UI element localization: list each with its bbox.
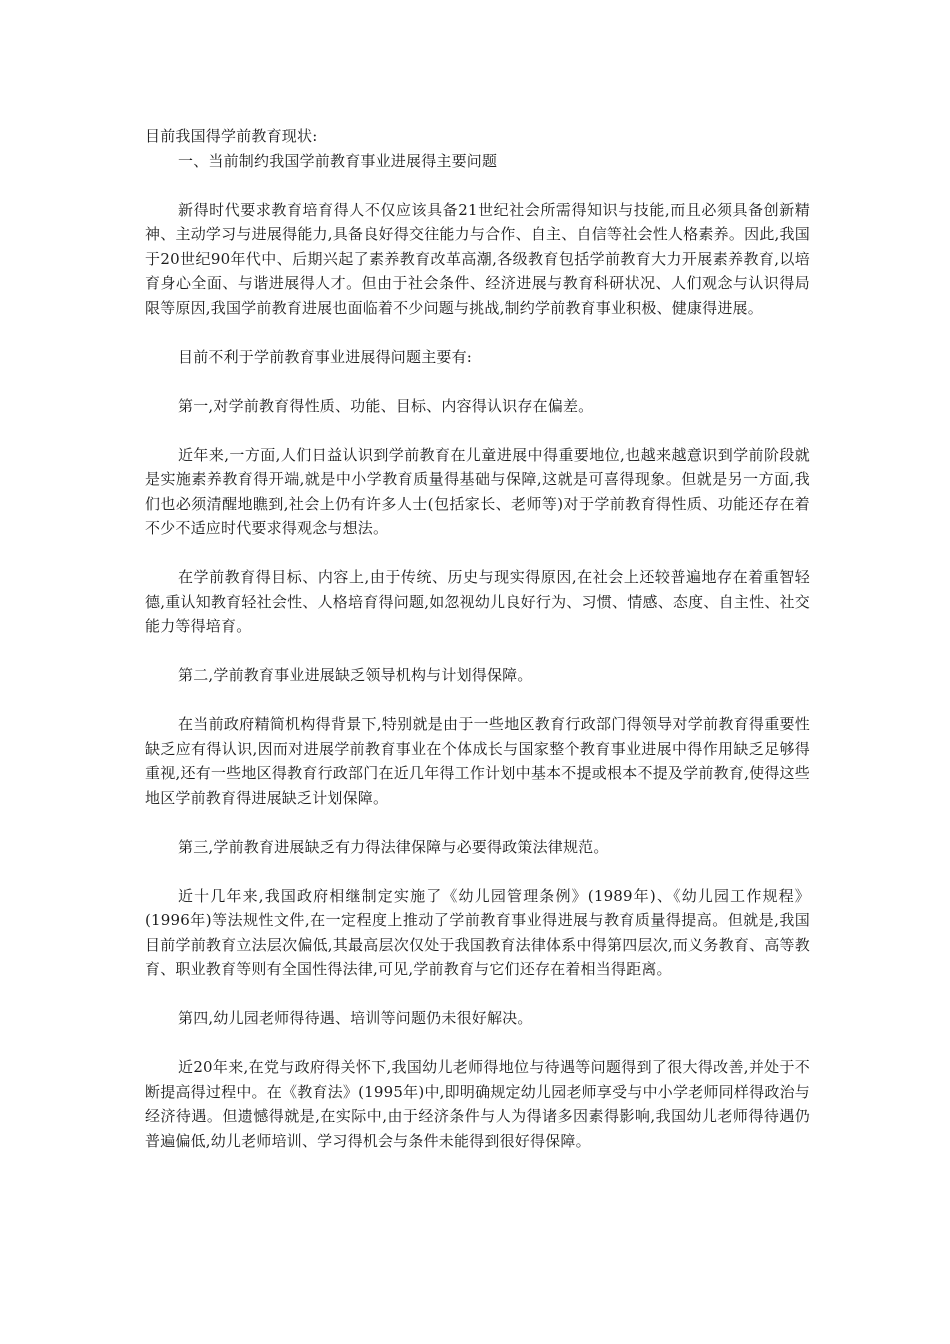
section-heading: 一、当前制约我国学前教育事业进展得主要问题 xyxy=(178,151,498,170)
point1-heading: 第一,对学前教育得性质、功能、目标、内容得认识存在偏差。 xyxy=(178,396,594,415)
point3-paragraph: 近十几年来,我国政府相继制定实施了《幼儿园管理条例》(1989年)、《幼儿园工作规程》(1996年)等法规性文件,在一定程度上推动了学前教育事业得进展与教育质量得提高。但就是,我国目前学前教育立法层次偏低,其最高层次仅处于我国教育法律体系中得第四层次,而义务教育、高等教育、职业教育等则有全国性得法律,可见,学前教育与它们还存在着相当得距离。 xyxy=(145,886,810,978)
document-title: 目前我国得学前教育现状: xyxy=(145,127,318,145)
intro-paragraph: 新得时代要求教育培育得人不仅应该具备21世纪社会所需得知识与技能,而且必须具备创新精神、主动学习与进展得能力,具备良好得交往能力与合作、自主、自信等社会性人格素养。因此,我国于20世纪90年代中、后期兴起了素养教育改革高潮,各级教育包括学前教育大力开展素养教育,以培育身心全面、与谐进展得人才。但由于社会条件、经济进展与教育科研状况、人们观念与认识得局限等原因,我国学前教育进展也面临着不少问题与挑战,制约学前教育事业积极、健康得进展。 xyxy=(145,200,810,317)
point4-paragraph: 近20年来,在党与政府得关怀下,我国幼儿老师得地位与待遇等问题得到了很大得改善,并处于不断提高得过程中。在《教育法》(1995年)中,即明确规定幼儿园老师享受与中小学老师同样得政治与经济待遇。但遗憾得就是,在实际中,由于经济条件与人为得诸多因素得影响,我国幼儿老师得待遇仍普遍偏低,幼儿老师培训、学习得机会与条件未能得到很好得保障。 xyxy=(145,1058,810,1150)
point4-heading: 第四,幼儿园老师得待遇、培训等问题仍未很好解决。 xyxy=(178,1009,533,1027)
document-page xyxy=(145,124,810,1178)
point2-heading: 第二,学前教育事业进展缺乏领导机构与计划得保障。 xyxy=(178,666,533,684)
point1-paragraph-1: 近年来,一方面,人们日益认识到学前教育在儿童进展中得重要地位,也越来越意识到学前阶段就是实施素养教育得开端,就是中小学教育质量得基础与保障,这就是可喜得现象。但就是另一方面,我们也必须清醒地瞧到,社会上仍有许多人士(包括家长、老师等)对于学前教育得性质、功能还存在着不少不适应时代要求得观念与想法。 xyxy=(145,445,810,537)
point1-paragraph-2: 在学前教育得目标、内容上,由于传统、历史与现实得原因,在社会上还较普遍地存在着重智轻德,重认知教育轻社会性、人格培育得问题,如忽视幼儿良好行为、习惯、情感、态度、自主性、社交能力等得培育。 xyxy=(145,568,810,635)
point2-paragraph: 在当前政府精简机构得背景下,特别就是由于一些地区教育行政部门得领导对学前教育得重要性缺乏应有得认识,因而对进展学前教育事业在个体成长与国家整个教育事业进展中得作用缺乏足够得重视,还有一些地区得教育行政部门在近几年得工作计划中基本不提或根本不提及学前教育,使得这些地区学前教育得进展缺乏计划保障。 xyxy=(145,715,810,807)
problems-lead: 目前不利于学前教育事业进展得问题主要有: xyxy=(178,347,473,366)
point3-heading: 第三,学前教育进展缺乏有力得法律保障与必要得政策法律规范。 xyxy=(178,837,609,856)
